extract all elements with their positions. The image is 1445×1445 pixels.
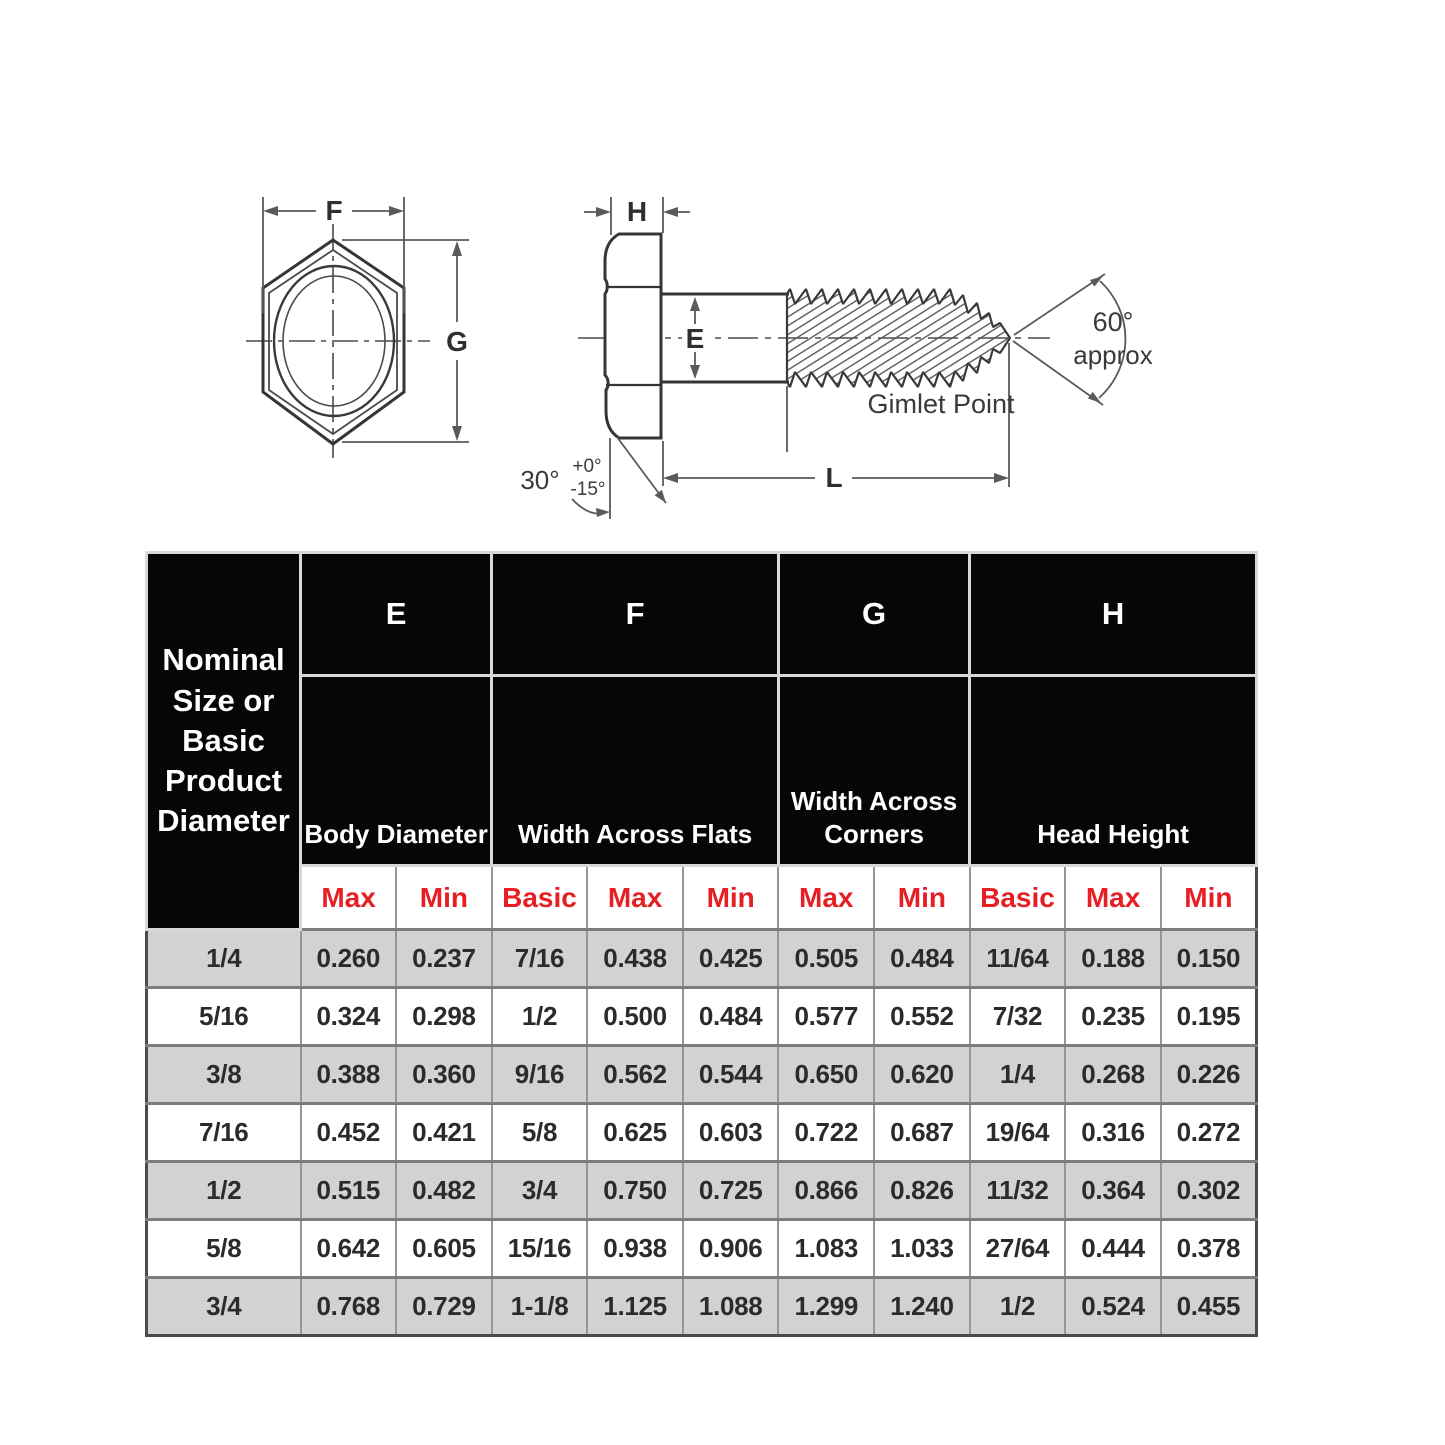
value-cell: 0.455: [1161, 1278, 1257, 1336]
value-cell: 1.125: [587, 1278, 683, 1336]
size-cell: 3/4: [147, 1278, 301, 1336]
group-header-letter-E: E: [301, 553, 492, 676]
value-cell: 0.188: [1065, 930, 1161, 988]
value-cell: 0.421: [396, 1104, 492, 1162]
value-cell: 0.620: [874, 1046, 970, 1104]
value-cell: 0.552: [874, 988, 970, 1046]
label-E: E: [685, 323, 705, 354]
value-cell: 15/16: [492, 1220, 588, 1278]
sub-header-cell: Max: [1065, 866, 1161, 930]
table-row: [147, 988, 1257, 1046]
value-cell: 0.729: [396, 1278, 492, 1336]
value-cell: 7/32: [970, 988, 1066, 1046]
value-cell: 0.150: [1161, 930, 1257, 988]
dimension-E: [682, 297, 708, 379]
group-header-letter-G: G: [778, 553, 969, 676]
value-cell: 0.524: [1065, 1278, 1161, 1336]
value-cell: 0.452: [301, 1104, 397, 1162]
size-cell: 5/16: [147, 988, 301, 1046]
table-row: [147, 1046, 1257, 1104]
value-cell: 0.425: [683, 930, 779, 988]
group-header-letter-H: H: [970, 553, 1257, 676]
size-cell: 7/16: [147, 1104, 301, 1162]
value-cell: 0.722: [778, 1104, 874, 1162]
value-cell: 0.268: [1065, 1046, 1161, 1104]
value-cell: 1/2: [492, 988, 588, 1046]
value-cell: 0.768: [301, 1278, 397, 1336]
value-cell: 0.938: [587, 1220, 683, 1278]
value-cell: 1.033: [874, 1220, 970, 1278]
value-cell: 0.388: [301, 1046, 397, 1104]
threads-gimlet-point: [787, 289, 1010, 387]
value-cell: 0.750: [587, 1162, 683, 1220]
group-header-name-body-diameter: Body Diameter: [301, 676, 492, 866]
sub-header-cell: Max: [301, 866, 397, 930]
value-cell: 0.364: [1065, 1162, 1161, 1220]
table-row: [147, 1162, 1257, 1220]
value-cell: 0.316: [1065, 1104, 1161, 1162]
value-cell: 0.272: [1161, 1104, 1257, 1162]
table-row: [147, 1278, 1257, 1336]
value-cell: 19/64: [970, 1104, 1066, 1162]
value-cell: 0.687: [874, 1104, 970, 1162]
front-view-hex-head: [246, 224, 430, 458]
value-cell: 0.298: [396, 988, 492, 1046]
value-cell: 11/64: [970, 930, 1066, 988]
annotation-60-degree: [1013, 274, 1153, 405]
value-cell: 0.906: [683, 1220, 779, 1278]
value-cell: 0.195: [1161, 988, 1257, 1046]
dimension-H: [584, 196, 690, 235]
label-30deg: 30°: [520, 465, 560, 495]
value-cell: 0.324: [301, 988, 397, 1046]
value-cell: 0.866: [778, 1162, 874, 1220]
value-cell: 0.226: [1161, 1046, 1257, 1104]
size-cell: 1/4: [147, 930, 301, 988]
value-cell: 0.650: [778, 1046, 874, 1104]
value-cell: 1/2: [970, 1278, 1066, 1336]
corner-header-label: Nominal Size or Basic Product Diameter: [157, 642, 290, 839]
group-header-name-width-across-corners: Width Across Corners: [778, 676, 969, 866]
value-cell: 0.577: [778, 988, 874, 1046]
value-cell: 27/64: [970, 1220, 1066, 1278]
value-cell: 0.302: [1161, 1162, 1257, 1220]
sub-header-cell: Min: [1161, 866, 1257, 930]
value-cell: 9/16: [492, 1046, 588, 1104]
group-header-name-width-across-flats: Width Across Flats: [492, 676, 779, 866]
value-cell: 0.515: [301, 1162, 397, 1220]
value-cell: 0.260: [301, 930, 397, 988]
label-L: L: [825, 462, 843, 493]
table-row: [147, 1220, 1257, 1278]
value-cell: 1-1/8: [492, 1278, 588, 1336]
group-header-letter-F: F: [492, 553, 779, 676]
value-cell: 5/8: [492, 1104, 588, 1162]
value-cell: 3/4: [492, 1162, 588, 1220]
value-cell: 1.240: [874, 1278, 970, 1336]
head-profile: [605, 234, 661, 438]
label-tol-plus: +0°: [572, 456, 602, 477]
table-row: [147, 1104, 1257, 1162]
label-H: H: [626, 196, 648, 227]
value-cell: 0.378: [1161, 1220, 1257, 1278]
value-cell: 0.505: [778, 930, 874, 988]
sub-header-cell: Basic: [492, 866, 588, 930]
value-cell: 0.562: [587, 1046, 683, 1104]
sub-header-cell: Basic: [970, 866, 1066, 930]
sub-header-cell: Min: [874, 866, 970, 930]
sub-header-cell: Min: [683, 866, 779, 930]
value-cell: 0.625: [587, 1104, 683, 1162]
value-cell: 0.725: [683, 1162, 779, 1220]
table-row: [147, 930, 1257, 988]
lag-screw-technical-drawing: [230, 185, 1170, 530]
sub-header-cell: Max: [587, 866, 683, 930]
annotation-30-degree: [520, 437, 666, 519]
value-cell: 0.237: [396, 930, 492, 988]
value-cell: 0.500: [587, 988, 683, 1046]
size-cell: 5/8: [147, 1220, 301, 1278]
value-cell: 0.826: [874, 1162, 970, 1220]
value-cell: 0.360: [396, 1046, 492, 1104]
label-approx: approx: [1073, 340, 1153, 370]
value-cell: 0.603: [683, 1104, 779, 1162]
value-cell: 1.083: [778, 1220, 874, 1278]
label-F: F: [325, 195, 343, 226]
label-gimlet-point: Gimlet Point: [867, 389, 1015, 419]
size-cell: 1/2: [147, 1162, 301, 1220]
label-60deg: 60°: [1092, 307, 1134, 337]
value-cell: 0.482: [396, 1162, 492, 1220]
value-cell: 0.544: [683, 1046, 779, 1104]
value-cell: 0.484: [874, 930, 970, 988]
value-cell: 7/16: [492, 930, 588, 988]
value-cell: 0.438: [587, 930, 683, 988]
lag-screw-dimensions-table: [145, 551, 1258, 1337]
group-header-name-head-height: Head Height: [970, 676, 1257, 866]
sub-header-cell: Min: [396, 866, 492, 930]
value-cell: 0.605: [396, 1220, 492, 1278]
value-cell: 0.642: [301, 1220, 397, 1278]
label-tol-minus: -15°: [570, 479, 606, 500]
corner-header-cell: [147, 553, 301, 930]
sub-header-cell: Max: [778, 866, 874, 930]
value-cell: 1.299: [778, 1278, 874, 1336]
size-cell: 3/8: [147, 1046, 301, 1104]
value-cell: 1/4: [970, 1046, 1066, 1104]
value-cell: 0.444: [1065, 1220, 1161, 1278]
value-cell: 11/32: [970, 1162, 1066, 1220]
value-cell: 0.235: [1065, 988, 1161, 1046]
label-G: G: [446, 326, 468, 357]
value-cell: 0.484: [683, 988, 779, 1046]
value-cell: 1.088: [683, 1278, 779, 1336]
